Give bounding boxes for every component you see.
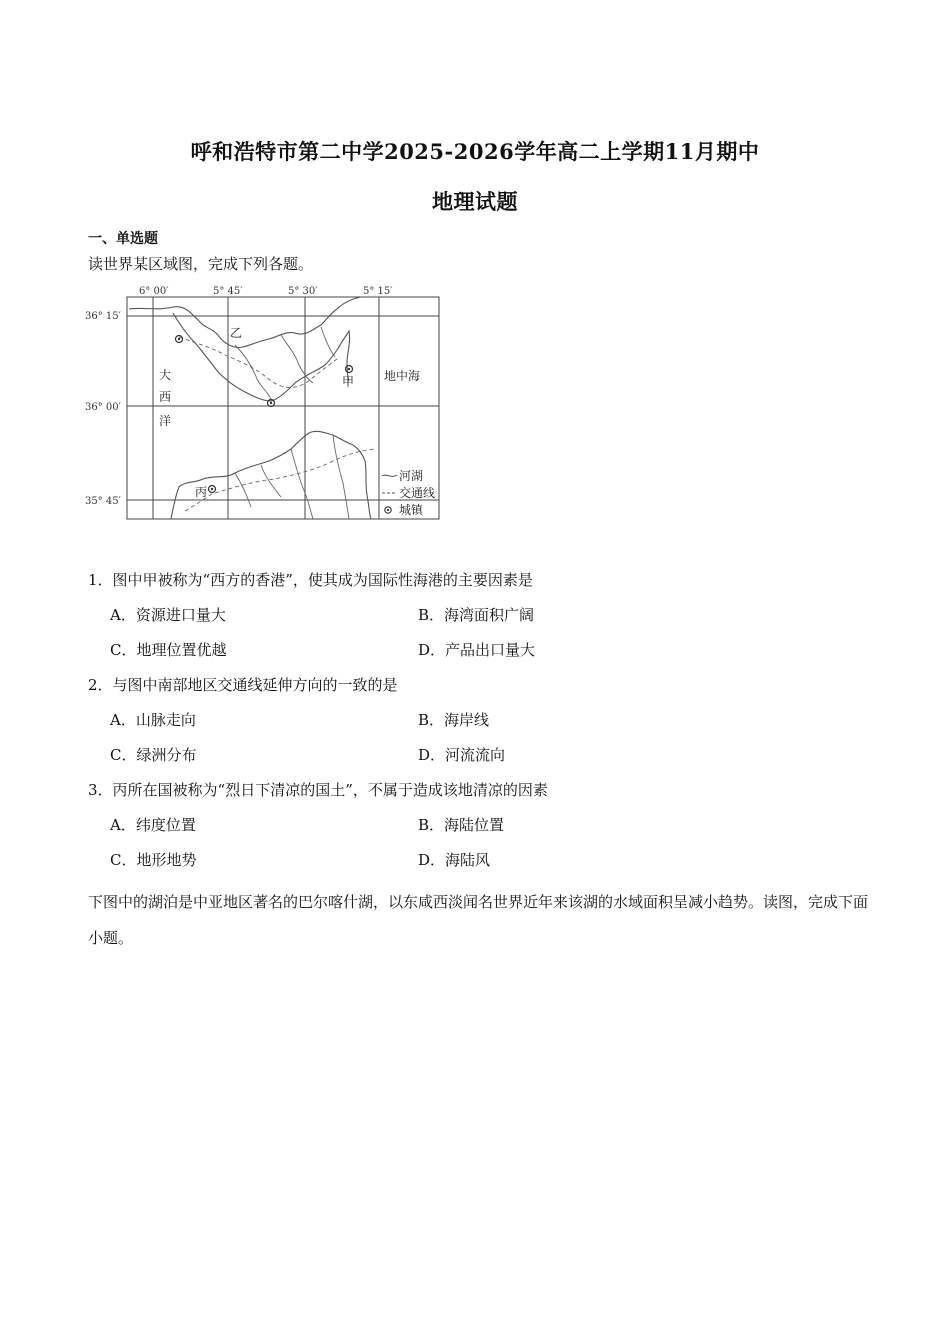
lon-label-600: 6° 00′: [139, 286, 169, 297]
ocean-label-2: 西: [159, 390, 172, 404]
q3-option-a[interactable]: A．纬度位置: [110, 816, 196, 834]
q1-option-a[interactable]: A．资源进口量大: [110, 606, 226, 624]
lat-label-3545: 35° 45′: [85, 496, 121, 507]
legend-river-label: 河湖: [399, 469, 424, 483]
intro-text: 读世界某区域图，完成下列各题。: [88, 255, 314, 273]
question-1-stem: 1．图中甲被称为“西方的香港”，使其成为国际性海港的主要因素是: [88, 571, 533, 589]
region-map: [85, 283, 445, 523]
sea-label: 地中海: [384, 369, 421, 383]
place-jia: 甲: [342, 375, 355, 389]
q1-option-d[interactable]: D．产品出口量大: [418, 641, 536, 659]
place-yi: 乙: [230, 326, 243, 340]
north-river-2: [281, 335, 313, 383]
lon-label-545: 5° 45′: [213, 286, 243, 297]
lon-label-530: 5° 30′: [288, 286, 318, 297]
bay-coastline: [173, 313, 350, 401]
lake-intro-paragraph: 下图中的湖泊是中亚地区著名的巴尔喀什湖，以东咸西淡闻名世界近年来该湖的水域面积呈减小趋势。读图，完成下面小题。: [88, 893, 869, 947]
legend-river-symbol: [382, 475, 397, 476]
q3-option-d[interactable]: D．海陆风: [418, 851, 491, 869]
lat-label-3600: 36° 00′: [85, 402, 121, 413]
q1-option-b[interactable]: B．海湾面积广阔: [418, 606, 535, 624]
section-heading: 一、单选题: [88, 231, 158, 247]
exam-title: 呼和浩特市第二中学2025-2026学年高二上学期11月期中: [190, 139, 760, 164]
south-river-4: [261, 465, 281, 497]
q2-option-b[interactable]: B．海岸线: [418, 711, 490, 729]
south-river-1: [291, 449, 313, 519]
q2-option-d[interactable]: D．河流流向: [418, 746, 506, 764]
q2-option-a[interactable]: A．山脉走向: [110, 711, 196, 729]
q2-option-c[interactable]: C．绿洲分布: [110, 746, 197, 764]
question-3-stem: 3．丙所在国被称为“烈日下清凉的国土”，不属于造成该地清凉的因素: [88, 781, 548, 799]
lon-label-515: 5° 15′: [363, 286, 393, 297]
north-river-3: [321, 327, 335, 357]
legend-road-label: 交通线: [399, 486, 436, 500]
lat-label-3615: 36° 15′: [85, 311, 121, 322]
legend-town-label: 城镇: [399, 503, 424, 517]
south-river-3: [333, 435, 349, 519]
ocean-label-1: 大: [159, 368, 172, 382]
question-2-stem: 2．与图中南部地区交通线延伸方向的一致的是: [88, 676, 398, 694]
q3-option-c[interactable]: C．地形地势: [110, 851, 197, 869]
exam-subtitle: 地理试题: [432, 189, 518, 214]
ocean-label-3: 洋: [159, 414, 172, 428]
place-bing: 丙: [195, 485, 208, 499]
south-river-2: [235, 473, 251, 507]
q3-option-b[interactable]: B．海陆位置: [418, 816, 505, 834]
north-river-1: [235, 345, 271, 399]
q1-option-c[interactable]: C．地理位置优越: [110, 641, 227, 659]
